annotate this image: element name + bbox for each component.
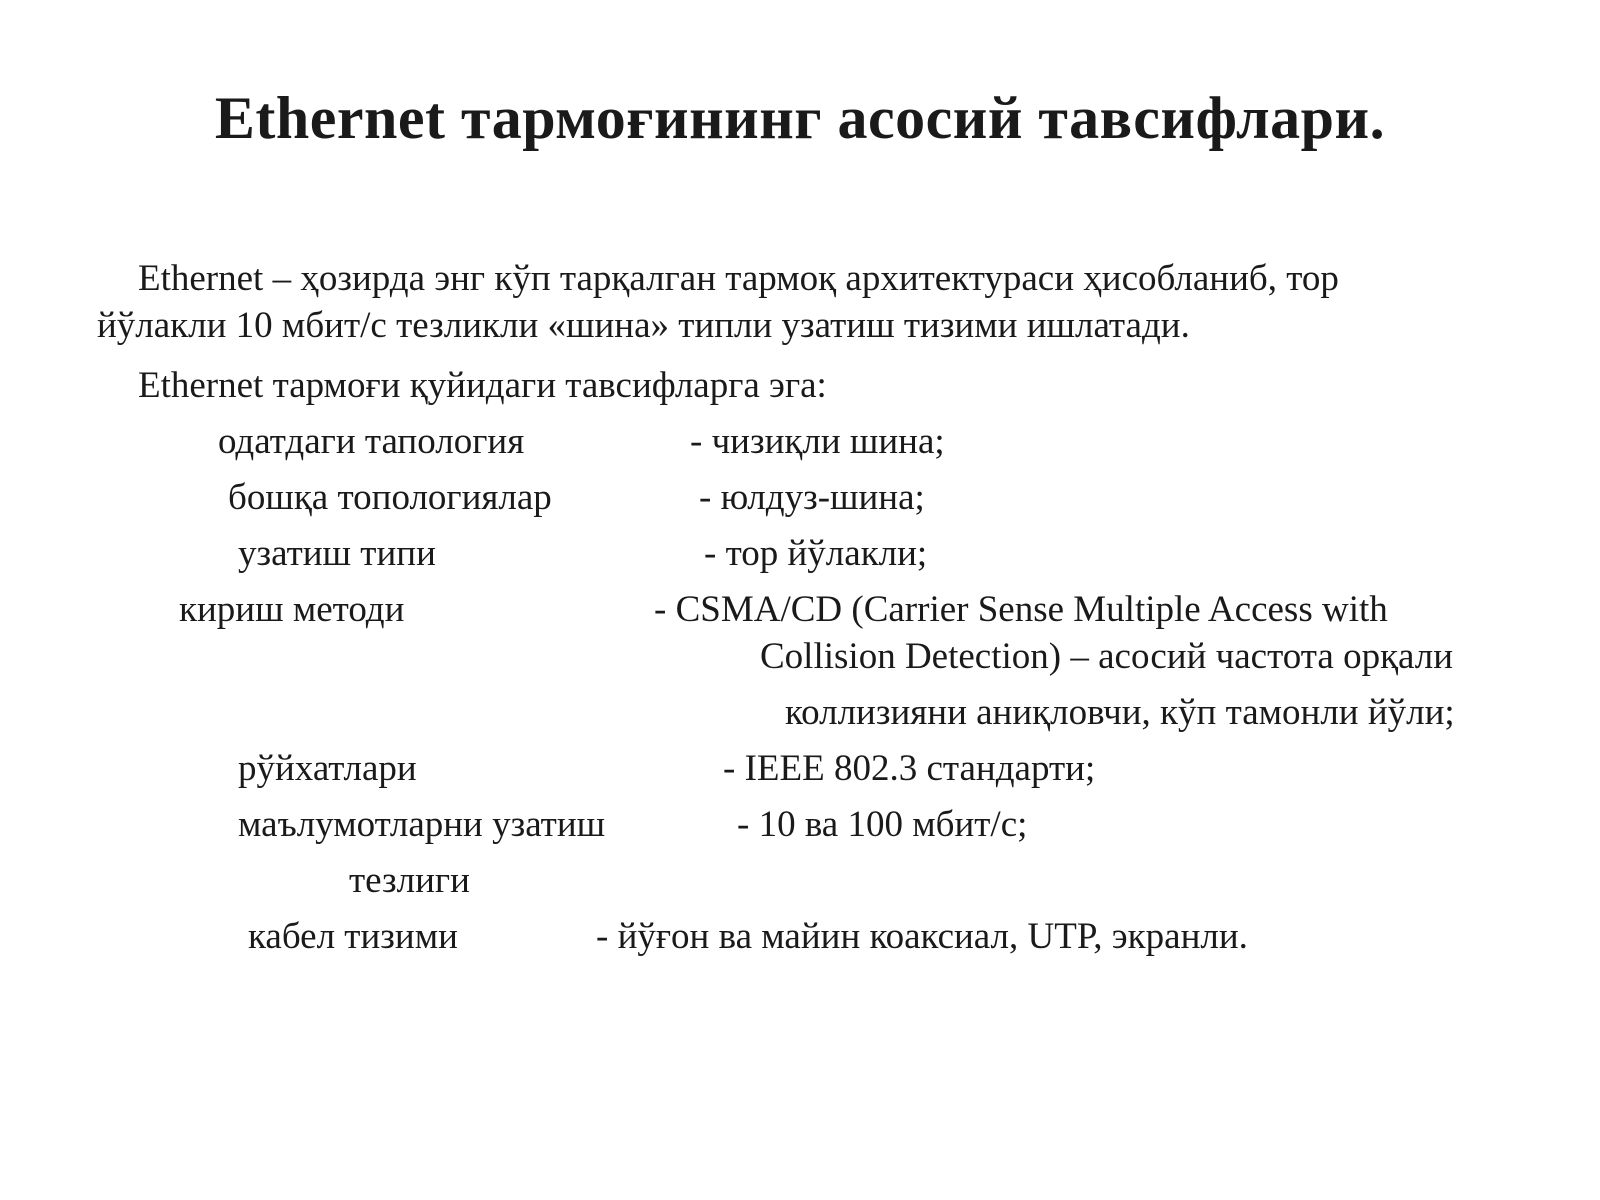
- feature-value-transmission-type: - тор йўлакли;: [704, 533, 928, 574]
- feature-label-data-rate-line-1: маълумотларни узатиш: [238, 804, 606, 845]
- feature-label-other-topologies: бошқа топологиялар: [228, 477, 552, 518]
- feature-label-cable-system: кабел тизими: [248, 916, 458, 957]
- feature-value-other-topologies: - юлдуз-шина;: [699, 477, 925, 518]
- feature-label-data-rate-line-2: тезлиги: [349, 860, 470, 901]
- feature-value-access-method-line-1: - CSMA/CD (Carrier Sense Multiple Access with: [654, 589, 1388, 630]
- feature-value-specifications: - IEEE 802.3 стандарти;: [723, 748, 1096, 789]
- feature-value-data-rate: - 10 ва 100 мбит/с;: [737, 804, 1028, 845]
- feature-label-transmission-type: узатиш типи: [238, 533, 436, 574]
- feature-value-topology: - чизиқли шина;: [690, 421, 945, 462]
- feature-value-cable-system: - йўғон ва майин коаксиал, UTP, экранли.: [596, 916, 1248, 957]
- feature-label-specifications: рўйхатлари: [238, 748, 417, 789]
- intro-line-1: Ethernet – ҳозирда энг кўп тарқалган тармоқ архитектураси ҳисобланиб, тор: [138, 258, 1339, 299]
- feature-label-access-method: кириш методи: [179, 589, 405, 630]
- feature-value-access-method-line-3: коллизияни аниқловчи, кўп тамонли йўли;: [785, 692, 1455, 733]
- slide-title: Ethernet тармоғининг асосий тавсифлари.: [214, 85, 1386, 151]
- intro-line-3: Ethernet тармоғи қуйидаги тавсифларга эга:: [138, 365, 827, 406]
- feature-label-topology: одатдаги тапология: [218, 421, 525, 462]
- intro-line-2: йўлакли 10 мбит/с тезликли «шина» типли узатиш тизими ишлатади.: [97, 305, 1190, 346]
- feature-value-access-method-line-2: Collision Detection) – асосий частота орқали: [760, 636, 1454, 677]
